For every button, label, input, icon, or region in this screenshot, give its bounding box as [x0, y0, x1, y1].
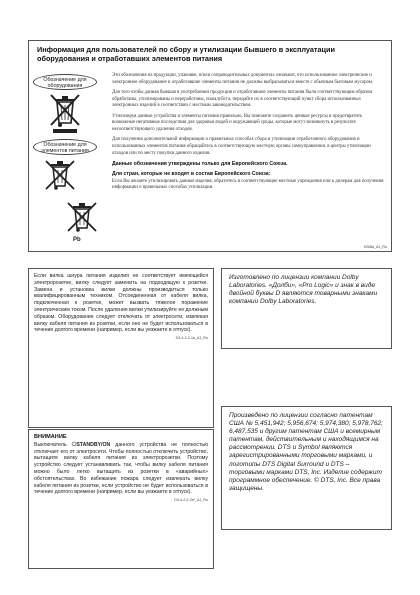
non-eu-text: Если Вы желаете утилизировать данные изделия, обратитесь в соответствующие местные учреждения или к дилерам для получения информации о правильных способах утилизации.	[112, 178, 384, 191]
standby-icon: ⏻	[71, 441, 77, 448]
dolby-notice-box	[221, 268, 392, 349]
dts-notice-text: Произведено по лицензии согласно патентам США № 5,451,942; 5,956,674; 5,974,380; 5,978,762; 6,487,535 и другим патентам США и всемирным патентам, действительным и находящимся на рассмотрении. DTS и Symbol являются зарегистрированными торговыми марками, и логотипы DTS Digital Surround и DTS – торговыми марками DTS, Inc. Изделие содержит программное обеспечение. © DTS, Inc. Все права защищены.	[229, 412, 383, 492]
crossed-bin-battery-icon-2	[65, 201, 99, 237]
weee-paragraph-4: Для получения дополнительной информации о правильных способах сбора и утилизации отработанного оборудования и использованных элементов питания обращайтесь в соответствующую местную органы самоуправления, в центры утилизации отходов или по месту покупки данного изделия.	[112, 137, 371, 156]
weee-body	[112, 73, 386, 196]
crossed-bin-battery-icon-1	[43, 159, 77, 195]
dts-notice-box	[221, 406, 392, 530]
lead-mark: Pb	[73, 237, 81, 243]
weee-paragraph-2: Для того чтобы данная бывшая в употреблении продукция и отработавшие элементы питания были соответствующим образом обработаны, утилизированы и переработаны, пожалуйста, передайте их в соответствующий пункт сбора использованных электронных изделий в соответствии с местным законодательством.	[112, 90, 373, 109]
weee-info-box	[28, 40, 392, 252]
equipment-symbol-label: Обозначение для оборудования	[33, 74, 97, 90]
plug-notice-box	[28, 268, 214, 428]
battery-symbol-label: Обозначение для элементов питания	[33, 139, 97, 155]
weee-code: K058a_A1_Ru	[363, 245, 387, 249]
weee-paragraph-1: Эти обозначения на продукции, упаковке, и/или сопроводительных документах означают, что использованное электрическое и электронное оборудование и отработавшие элементы питания не должны выбрасываться вместе с обычным бытовым мусором.	[112, 73, 374, 85]
plug-notice-code: D3-4-2-2-1a_A1_Ru	[175, 335, 208, 340]
standby-warning-code: D3-4-2-2-2a*_A1_Ru	[174, 497, 208, 502]
weee-title: Информация для пользователей по сбору и утилизации бывшего в эксплуатации оборудования и отработавших элементов питания	[37, 45, 336, 63]
standby-body: данного устройства не полностью отключает его от электросети. Чтобы полностью отключить устройство, вытащите вилку кабеля питания из электророзетки. Поэтому устройство следует устанавливать так, чтобы вилку кабеля питания можно было легко вытащить из розетки в «аварийных» обстоятельствах. Во избежание пожара следует извлекать вилку кабеля питания из розетки, если устройство не будет использоваться в течение долгого времени (например, если вы уезжаете в отпуск).	[34, 441, 208, 496]
standby-lead: Выключатель	[34, 441, 72, 448]
dolby-notice-text: Изготовлено по лицензии компании Dolby Laboratories. «Долби», «Pro Logic» и знак в виде двойной буквы D являются товарными знаками компании Dolby Laboratories.	[229, 274, 378, 306]
warning-heading: ВНИМАНИЕ	[34, 434, 67, 440]
crossed-bin-equipment-icon	[47, 93, 83, 135]
standby-switch-name: STANDBY/ON	[76, 441, 111, 448]
eu-only-line: Данные обозначения утверждены только для Европейского Союза.	[112, 161, 288, 168]
weee-paragraph-3: Утилизируя данные устройства и элементы питания правильно, Вы поможете сохранить ценные ресурсы и предотвратить возможные негативные последствия для здоровья людей и окружающей среды, которые могут возникнуть в результате несоответствующего удаления отходов.	[112, 113, 363, 133]
standby-warning-text	[34, 442, 208, 496]
plug-notice-text: Если вилка шнура питания изделия не соответствует имеющейся электророзетке, вилку следует заменить на подходящую к розетке. Замена и установка вилки должны производиться только квалифицированным техником. Отсоединенная от кабеля вилка, подключенная к розетке, может вызвать тяжелое поражение электрическим током. После удаления вилки утилизируйте ее должным образом. Оборудование следует отключать от электросети, извлекая вилку кабеля питания из розетки, если оно не будет использоваться в течение долгого времени (например, если вы уезжаете в отпуск).	[34, 273, 208, 334]
non-eu-heading: Для стран, которые не входят в состав Европейского Союза:	[112, 171, 271, 178]
standby-warning-box	[28, 429, 214, 569]
